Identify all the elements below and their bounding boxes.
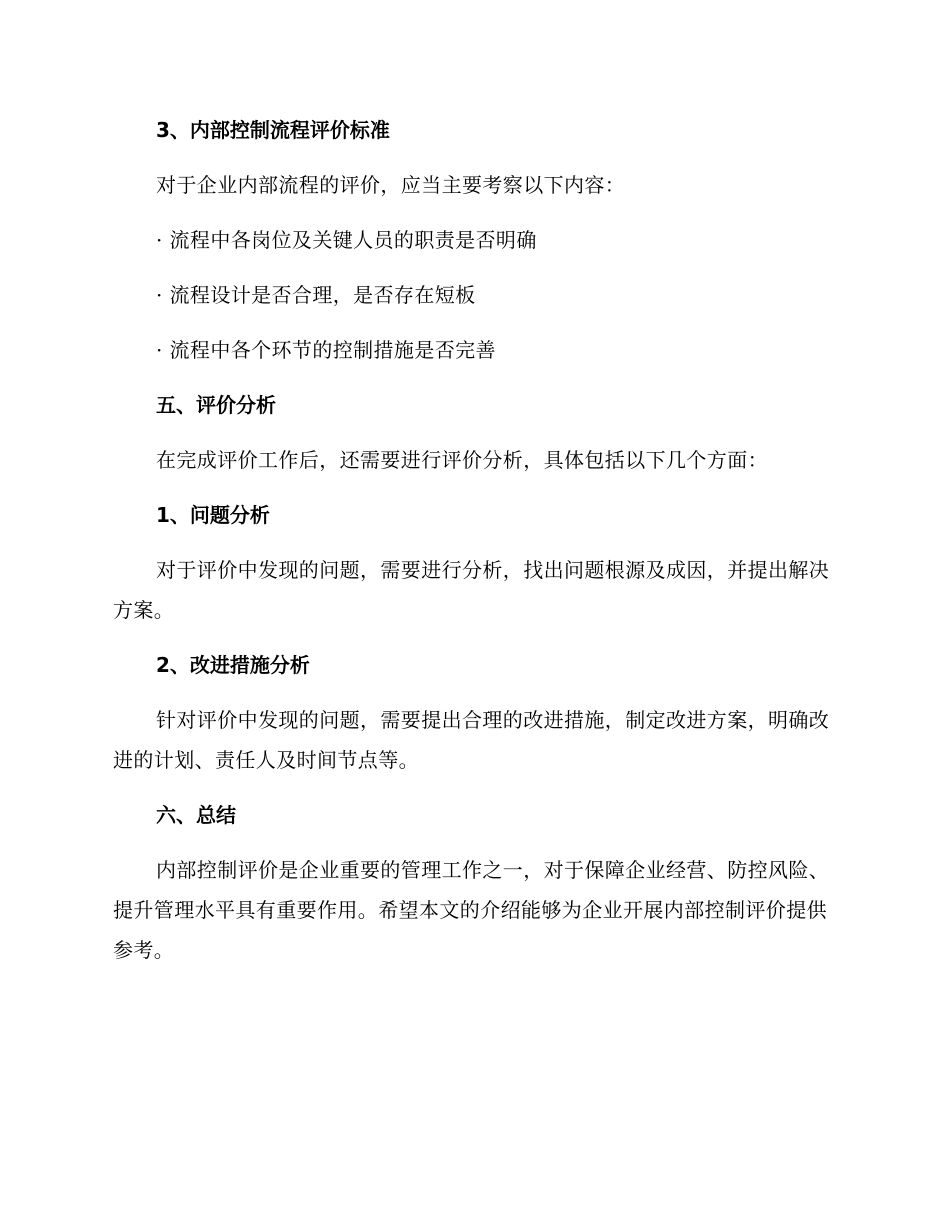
heading-improvement-analysis: 2、改进措施分析 xyxy=(156,653,310,677)
bullet-item-design: · 流程设计是否合理，是否存在短板 xyxy=(156,283,476,307)
heading-summary: 六、总结 xyxy=(156,803,236,827)
heading-flow-criteria: 3、内部控制流程评价标准 xyxy=(156,118,390,142)
paragraph-improvement-analysis: 针对评价中发现的问题，需要提出合理的改进措施，制定改进方案，明确改进的计划、责任人及时间节点等。 xyxy=(113,708,830,772)
paragraph-analysis-intro: 在完成评价工作后，还需要进行评价分析，具体包括以下几个方面： xyxy=(156,448,768,472)
document-page xyxy=(113,103,833,978)
bullet-item-responsibility: · 流程中各岗位及关键人员的职责是否明确 xyxy=(156,228,537,252)
heading-problem-analysis: 1、问题分析 xyxy=(156,503,270,527)
paragraph-problem-analysis: 对于评价中发现的问题，需要进行分析，找出问题根源及成因，并提出解决方案。 xyxy=(113,558,830,622)
heading-evaluation-analysis: 五、评价分析 xyxy=(156,393,276,417)
paragraph-summary: 内部控制评价是企业重要的管理工作之一，对于保障企业经营、防控风险、提升管理水平具有重要作用。希望本文的介绍能够为企业开展内部控制评价提供参考。 xyxy=(113,858,830,962)
paragraph-flow-intro: 对于企业内部流程的评价，应当主要考察以下内容： xyxy=(156,173,626,197)
bullet-item-controls: · 流程中各个环节的控制措施是否完善 xyxy=(156,338,496,362)
